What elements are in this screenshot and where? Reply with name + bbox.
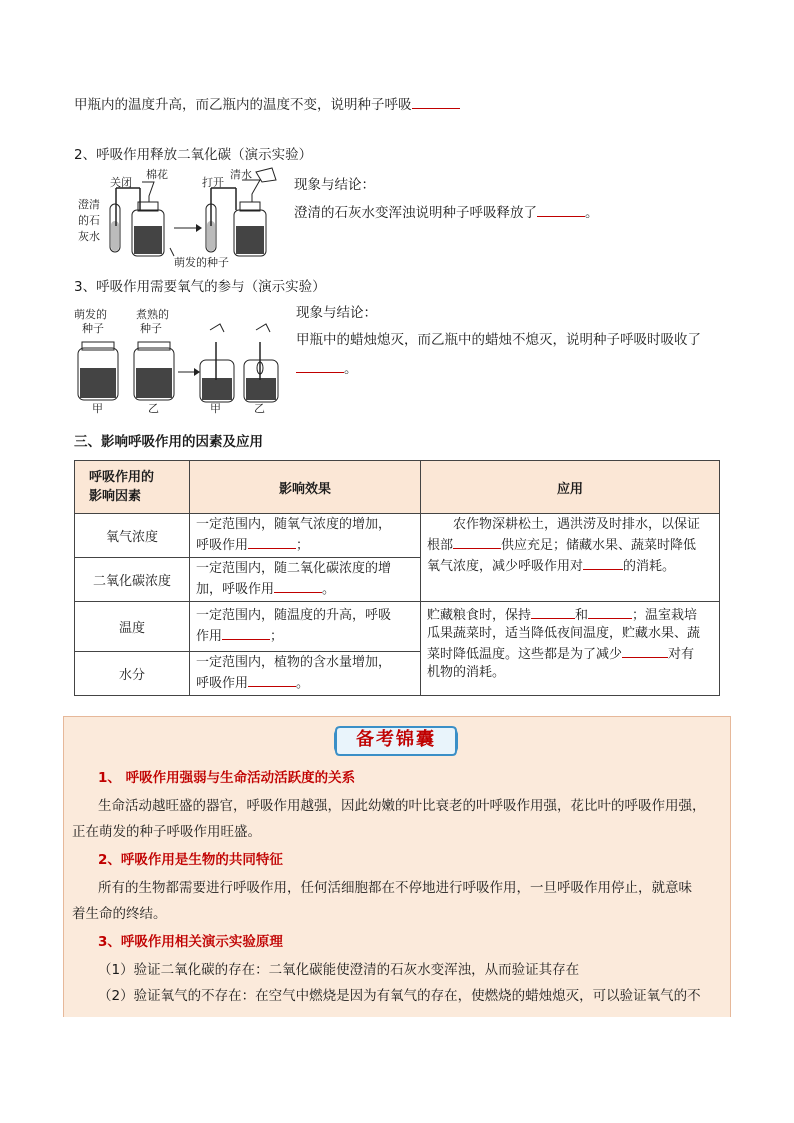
label-jia-2: 甲 (210, 402, 221, 414)
answer-blank (222, 625, 270, 640)
label-cooked-1: 煮熟的 (136, 308, 169, 321)
text-end: 。 (585, 205, 599, 221)
factor-effect: 一定范围内，植物的含水量增加， 呼吸作用 。 (190, 652, 421, 696)
answer-blank (412, 94, 460, 109)
tip-1-title: 1、 呼吸作用强弱与生命活动活跃度的关系 (98, 770, 356, 786)
factor-effect: 一定范围内，随氧气浓度的增加， 呼吸作用 ； (190, 514, 421, 558)
header-effect: 影响效果 (190, 461, 421, 514)
section-three-title: 三、影响呼吸作用的因素及应用 (74, 434, 263, 450)
tip-1-line-2: 正在萌发的种子呼吸作用旺盛。 (72, 824, 261, 840)
tip-3-title: 3、呼吸作用相关演示实验原理 (98, 934, 283, 950)
section3-conclusion: 甲瓶中的蜡烛熄灭，而乙瓶中的蜡烛不熄灭，说明种子呼吸时吸收了 (296, 332, 701, 348)
section3-heading: 现象与结论： (296, 305, 377, 321)
label-water: 清水 (230, 168, 252, 181)
text: 澄清的石灰水变浑浊说明种子呼吸释放了 (294, 205, 537, 221)
label-cotton: 棉花 (146, 168, 168, 181)
label-sprout-1: 萌发的 (74, 308, 107, 321)
tip-2-line-1: 所有的生物都需要进行呼吸作用，任何活细胞都在不停地进行呼吸作用，一旦呼吸作用停止，就意味 (98, 880, 692, 896)
header-application: 应用 (421, 461, 720, 514)
tip-3-line-2: （2）验证氧气的不存在：在空气中燃烧是因为有氧气的存在，使燃烧的蜡烛熄灭，可以验证氧气的不 (98, 988, 701, 1004)
text-end: 。 (344, 361, 358, 377)
header-factor: 呼吸作用的 影响因素 (75, 461, 190, 514)
label-yi-1: 乙 (148, 402, 159, 414)
label-open: 打开 (202, 176, 224, 189)
factor-effect: 一定范围内，随温度的升高，呼吸 作用 ； (190, 602, 421, 652)
tips-banner (334, 723, 458, 757)
exam-tips-box (63, 716, 731, 1017)
answer-blank (274, 578, 322, 593)
tip-2-title: 2、呼吸作用是生物的共同特征 (98, 852, 283, 868)
answer-blank (588, 604, 632, 619)
answer-blank (248, 534, 296, 549)
co2-experiment-figure (74, 166, 294, 270)
answer-blank (583, 555, 623, 570)
tip-3-line-1: （1）验证二氧化碳的存在：二氧化碳能使澄清的石灰水变浑浊，从而验证其存在 (98, 962, 580, 978)
tip-1-line-1: 生命活动越旺盛的器官，呼吸作用越强，因此幼嫩的叶比衰老的叶呼吸作用强，花比叶的呼吸作用强， (98, 798, 706, 814)
label-jia-1: 甲 (92, 402, 103, 414)
factor-name: 二氧化碳浓度 (75, 558, 190, 602)
paragraph-temperature (74, 94, 460, 115)
application-cell: 农作物深耕松土，遇洪涝及时排水，以保证 根部 供应充足；储藏水果、蔬菜时降低 氧气浓度，减少呼吸作用对 的消耗。 (421, 514, 720, 602)
section3-title: 3、呼吸作用需要氧气的参与（演示实验） (74, 279, 326, 295)
label-yi-2: 乙 (254, 402, 265, 414)
label-limewater-3: 灰水 (78, 230, 100, 243)
tip-2-line-2: 着生命的终结。 (72, 906, 167, 922)
answer-blank (537, 202, 585, 217)
label-limewater-2: 的石 (78, 214, 100, 227)
answer-blank (296, 358, 344, 373)
table-header-row (75, 461, 720, 514)
label-closed: 关闭 (110, 176, 132, 189)
section2-title: 2、呼吸作用释放二氧化碳（演示实验） (74, 147, 313, 163)
section3-conclusion-end (296, 358, 358, 379)
label-cooked-2: 种子 (140, 322, 162, 335)
table-row (75, 514, 720, 558)
answer-blank (453, 534, 501, 549)
label-sprout-2: 种子 (82, 322, 104, 335)
oxygen-experiment-figure (74, 306, 284, 414)
answer-blank (248, 672, 296, 687)
application-cell: 贮藏粮食时，保持 和 ；温室栽培 瓜果蔬菜时，适当降低夜间温度，贮藏水果、蔬 菜时降低温度。这些都是为了减少 对有 机物的消耗。 (421, 602, 720, 696)
section2-conclusion (294, 202, 599, 223)
tips-banner-text: 备考锦囊 (356, 729, 436, 750)
factors-table (74, 460, 720, 696)
section2-heading: 现象与结论： (294, 177, 375, 193)
factor-name: 温度 (75, 602, 190, 652)
factor-effect: 一定范围内，随二氧化碳浓度的增 加，呼吸作用 。 (190, 558, 421, 602)
table-row (75, 602, 720, 652)
text: 甲瓶内的温度升高，而乙瓶内的温度不变，说明种子呼吸 (74, 97, 412, 113)
factor-name: 氧气浓度 (75, 514, 190, 558)
label-limewater-1: 澄清 (78, 198, 100, 211)
answer-blank (531, 604, 575, 619)
answer-blank (622, 643, 668, 658)
factor-name: 水分 (75, 652, 190, 696)
label-seeds: 萌发的种子 (174, 256, 229, 269)
